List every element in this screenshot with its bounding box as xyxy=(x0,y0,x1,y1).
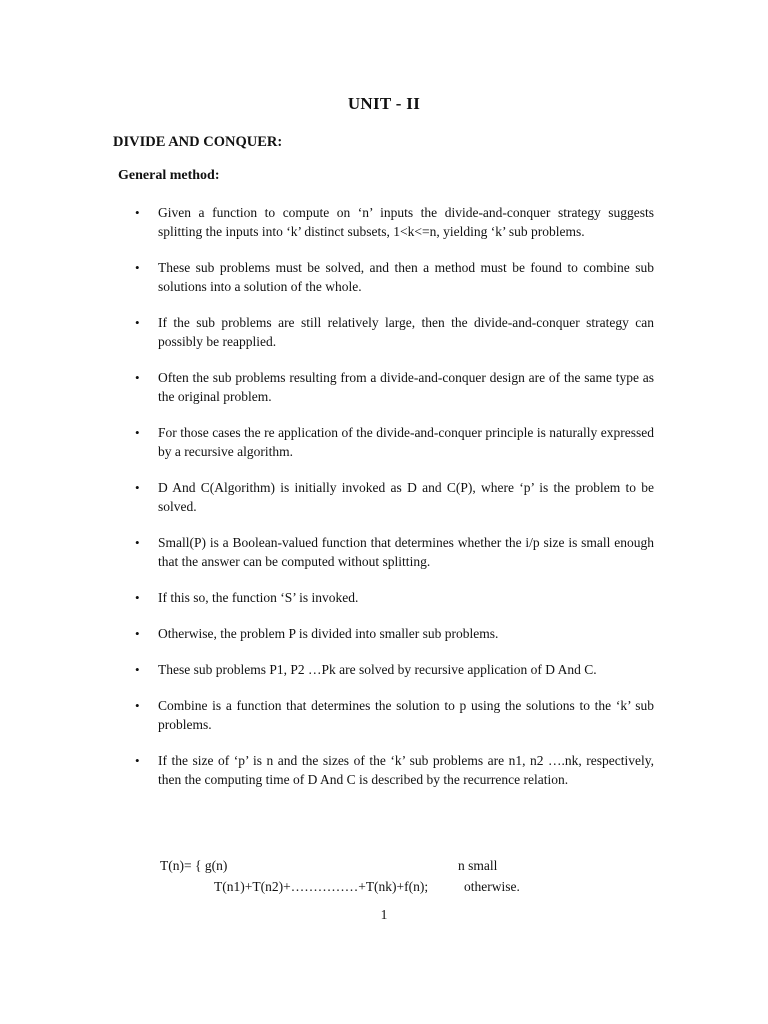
bullet-item xyxy=(0,313,768,351)
bullet-text: If this so, the function ‘S’ is invoked. xyxy=(158,590,359,605)
bullet-item xyxy=(0,533,768,571)
recurrence-rhs-otherwise: T(n1)+T(n2)+……………+T(nk)+f(n); xyxy=(214,879,429,894)
recurrence-case-otherwise: otherwise. xyxy=(464,879,520,894)
bullet-item xyxy=(0,660,768,679)
bullet-item xyxy=(0,624,768,643)
page-number: 1 xyxy=(380,907,388,922)
bullet-dot-icon: • xyxy=(135,626,140,641)
bullet-item xyxy=(0,696,768,734)
bullet-dot-icon: • xyxy=(135,753,140,768)
recurrence-row-2 xyxy=(160,876,640,897)
bullet-item xyxy=(0,751,768,789)
recurrence-case-small: n small xyxy=(458,858,498,873)
bullet-dot-icon: • xyxy=(135,590,140,605)
bullet-text: Often the sub problems resulting from a divide-and-conquer design are of the same type as the original problem. xyxy=(158,370,654,404)
recurrence-relation xyxy=(160,855,640,897)
bullet-text: These sub problems must be solved, and then a method must be found to combine sub solutions into a solution of the whole. xyxy=(158,260,654,294)
bullet-dot-icon: • xyxy=(135,425,140,440)
unit-title: UNIT - II xyxy=(347,94,421,113)
bullet-item xyxy=(0,258,768,296)
sub-heading: General method: xyxy=(118,168,220,183)
bullet-list xyxy=(0,203,768,806)
bullet-text: D And C(Algorithm) is initially invoked as D and C(P), where ‘p’ is the problem to be solved. xyxy=(158,480,654,514)
section-heading: DIVIDE AND CONQUER: xyxy=(113,134,283,150)
bullet-text: Combine is a function that determines the solution to p using the solutions to the ‘k’ sub problems. xyxy=(158,698,654,732)
bullet-item xyxy=(0,423,768,461)
bullet-dot-icon: • xyxy=(135,698,140,713)
bullet-text: If the sub problems are still relatively large, then the divide-and-conquer strategy can possibly be reapplied. xyxy=(158,315,654,349)
bullet-text: Given a function to compute on ‘n’ inputs the divide-and-conquer strategy suggests splitting the inputs into ‘k’ distinct subsets, 1<k<=n, yielding ‘k’ sub problems. xyxy=(158,205,654,239)
bullet-text: Small(P) is a Boolean-valued function that determines whether the i/p size is small enough that the answer can be computed without splitting. xyxy=(158,535,654,569)
bullet-dot-icon: • xyxy=(135,535,140,550)
bullet-item xyxy=(0,203,768,241)
bullet-item xyxy=(0,478,768,516)
bullet-text: If the size of ‘p’ is n and the sizes of the ‘k’ sub problems are n1, n2 ….nk, respectively, then the computing time of D And C is described by the recurrence relation. xyxy=(158,753,654,787)
bullet-item xyxy=(0,368,768,406)
bullet-dot-icon: • xyxy=(135,205,140,220)
bullet-dot-icon: • xyxy=(135,260,140,275)
recurrence-row-1 xyxy=(160,855,640,876)
bullet-text: Otherwise, the problem P is divided into smaller sub problems. xyxy=(158,626,499,641)
bullet-dot-icon: • xyxy=(135,315,140,330)
bullet-text: These sub problems P1, P2 …Pk are solved by recursive application of D And C. xyxy=(158,662,597,677)
bullet-item xyxy=(0,588,768,607)
bullet-dot-icon: • xyxy=(135,480,140,495)
bullet-dot-icon: • xyxy=(135,662,140,677)
bullet-text: For those cases the re application of the divide-and-conquer principle is naturally expressed by a recursive algorithm. xyxy=(158,425,654,459)
recurrence-lhs: T(n)= { g(n) xyxy=(160,858,228,873)
bullet-dot-icon: • xyxy=(135,370,140,385)
